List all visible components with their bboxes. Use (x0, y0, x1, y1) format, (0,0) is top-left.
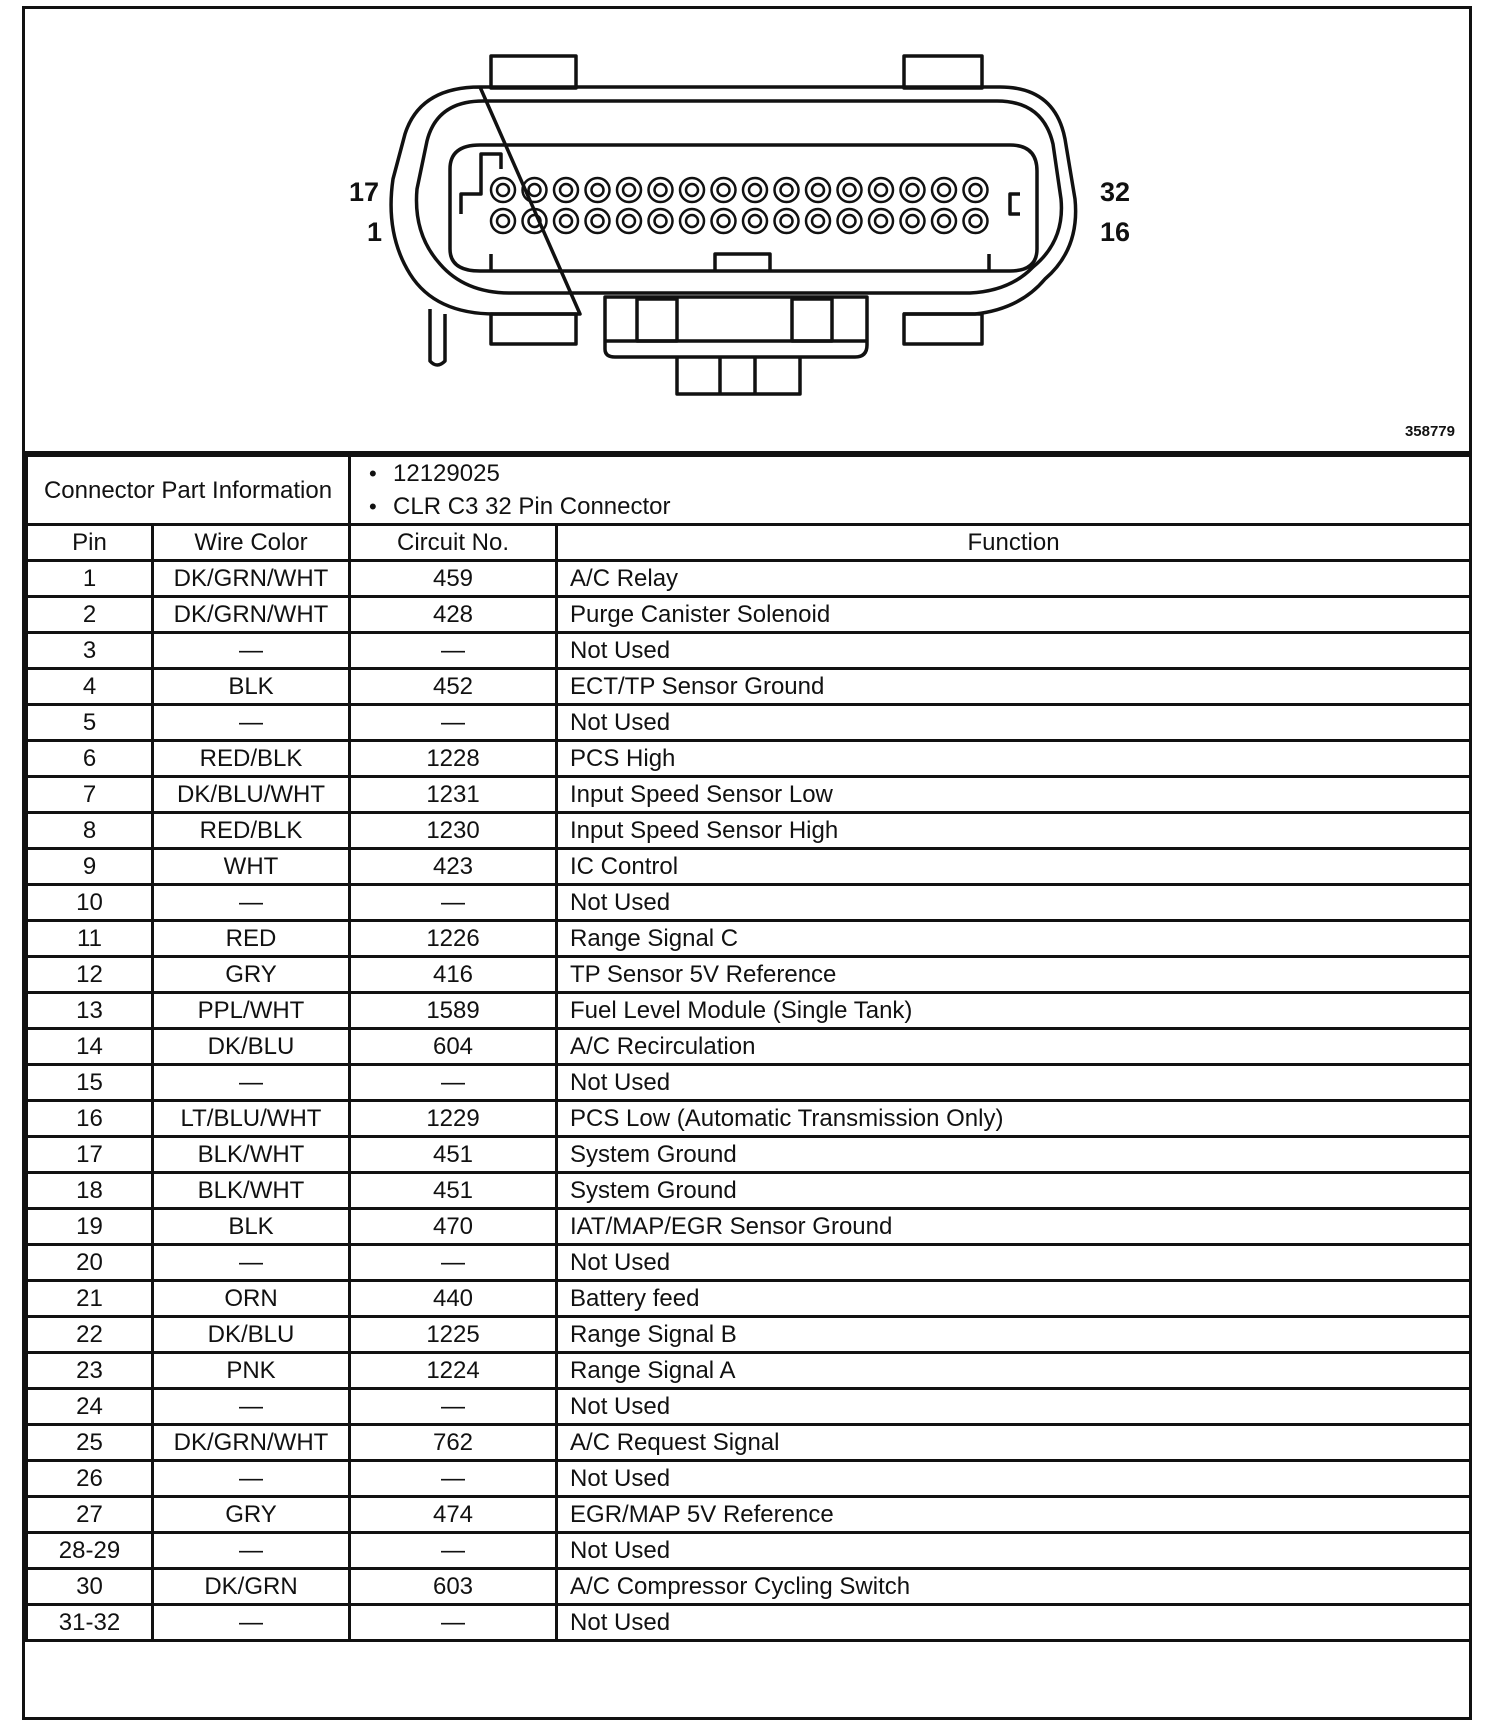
wire-color-cell: LT/BLU/WHT (153, 1101, 350, 1137)
pin-hole-inner (655, 184, 667, 196)
circuit-cell: — (350, 1245, 557, 1281)
table-row (27, 1137, 1471, 1173)
table-row (27, 1245, 1471, 1281)
pin-cell: 28-29 (27, 1533, 153, 1569)
pin-hole-inner (497, 184, 509, 196)
pin-cell: 14 (27, 1029, 153, 1065)
table-row (27, 1389, 1471, 1425)
function-cell: Not Used (557, 1245, 1471, 1281)
circuit-cell: — (350, 633, 557, 669)
pin-cell: 3 (27, 633, 153, 669)
pin-label-16: 16 (1100, 217, 1131, 247)
table-row (27, 849, 1471, 885)
bottom-tab-left (491, 314, 576, 344)
function-cell: Input Speed Sensor Low (557, 777, 1471, 813)
center-lock-slot-right (792, 299, 832, 341)
pin-holes (491, 178, 988, 233)
connector-description: • CLR C3 32 Pin Connector (393, 490, 1469, 523)
table-row (27, 1353, 1471, 1389)
function-cell: System Ground (557, 1137, 1471, 1173)
cavity-key-left (461, 154, 501, 214)
pin-cell: 11 (27, 921, 153, 957)
wire-color-cell: ORN (153, 1281, 350, 1317)
table-row (27, 1425, 1471, 1461)
circuit-cell: 451 (350, 1173, 557, 1209)
circuit-cell: 1589 (350, 993, 557, 1029)
pin-hole (932, 209, 956, 233)
function-cell: TP Sensor 5V Reference (557, 957, 1471, 993)
connector-info-values (350, 456, 1471, 525)
function-cell: PCS Low (Automatic Transmission Only) (557, 1101, 1471, 1137)
pin-hole (491, 209, 515, 233)
table-row (27, 1461, 1471, 1497)
pin-hole-inner (938, 184, 950, 196)
pin-cell: 22 (27, 1317, 153, 1353)
pin-hole (806, 209, 830, 233)
circuit-cell: 423 (350, 849, 557, 885)
wire-color-cell: — (153, 1605, 350, 1641)
wire-color-cell: DK/GRN/WHT (153, 561, 350, 597)
pin-cell: 26 (27, 1461, 153, 1497)
circuit-cell: 603 (350, 1569, 557, 1605)
function-cell: IAT/MAP/EGR Sensor Ground (557, 1209, 1471, 1245)
function-cell: Not Used (557, 1605, 1471, 1641)
pin-hole (901, 178, 925, 202)
circuit-cell: 604 (350, 1029, 557, 1065)
pin-cell: 18 (27, 1173, 153, 1209)
function-cell: Fuel Level Module (Single Tank) (557, 993, 1471, 1029)
header-wire-color: Wire Color (153, 525, 350, 561)
table-row (27, 885, 1471, 921)
table-header-row (27, 525, 1471, 561)
pin-cell: 10 (27, 885, 153, 921)
function-cell: Battery feed (557, 1281, 1471, 1317)
function-cell: System Ground (557, 1173, 1471, 1209)
pin-hole (554, 209, 578, 233)
pin-hole (838, 209, 862, 233)
pin-hole (491, 178, 515, 202)
circuit-cell: — (350, 705, 557, 741)
table-row (27, 993, 1471, 1029)
pin-hole-inner (781, 215, 793, 227)
pin-cell: 7 (27, 777, 153, 813)
top-latch-tab-right (904, 56, 982, 88)
table-row (27, 1605, 1471, 1641)
pin-hole (649, 178, 673, 202)
pin-cell: 27 (27, 1497, 153, 1533)
function-cell: EGR/MAP 5V Reference (557, 1497, 1471, 1533)
circuit-cell: 459 (350, 561, 557, 597)
circuit-cell: 1226 (350, 921, 557, 957)
function-cell: Not Used (557, 705, 1471, 741)
top-latch-tab-left (491, 56, 576, 88)
pin-hole-inner (875, 215, 887, 227)
pin-cell: 17 (27, 1137, 153, 1173)
table-row (27, 1533, 1471, 1569)
wire-color-cell: — (153, 1065, 350, 1101)
pin-hole (680, 209, 704, 233)
part-number: • 12129025 (393, 457, 1469, 490)
circuit-cell: 416 (350, 957, 557, 993)
function-cell: Range Signal C (557, 921, 1471, 957)
circuit-cell: 1229 (350, 1101, 557, 1137)
table-row (27, 957, 1471, 993)
wire-color-cell: BLK/WHT (153, 1137, 350, 1173)
pin-hole-inner (907, 184, 919, 196)
circuit-cell: 452 (350, 669, 557, 705)
pin-hole (680, 178, 704, 202)
circuit-cell: — (350, 1389, 557, 1425)
table-row (27, 1101, 1471, 1137)
wire-color-cell: — (153, 1461, 350, 1497)
pin-label-32: 32 (1100, 177, 1131, 207)
circuit-cell: — (350, 1461, 557, 1497)
circuit-cell: 1228 (350, 741, 557, 777)
pin-label-1: 1 (367, 217, 383, 247)
pin-hole (838, 178, 862, 202)
pin-cell: 21 (27, 1281, 153, 1317)
center-lock-slot-left (637, 299, 677, 341)
function-cell: Not Used (557, 1065, 1471, 1101)
table-row (27, 597, 1471, 633)
pin-hole-inner (592, 215, 604, 227)
function-cell: IC Control (557, 849, 1471, 885)
pin-hole-inner (907, 215, 919, 227)
connector-info-row (27, 456, 1471, 525)
pin-hole (712, 178, 736, 202)
pin-hole-inner (718, 215, 730, 227)
pin-hole-inner (781, 184, 793, 196)
header-circuit-no: Circuit No. (350, 525, 557, 561)
pin-hole-inner (686, 215, 698, 227)
pin-hole (869, 178, 893, 202)
pin-hole-inner (844, 184, 856, 196)
pin-hole (617, 209, 641, 233)
function-cell: ECT/TP Sensor Ground (557, 669, 1471, 705)
pin-cell: 13 (27, 993, 153, 1029)
pin-cell: 25 (27, 1425, 153, 1461)
wire-color-cell: PNK (153, 1353, 350, 1389)
wire-color-cell: — (153, 705, 350, 741)
wire-color-cell: — (153, 1389, 350, 1425)
pin-cell: 2 (27, 597, 153, 633)
wire-color-cell: BLK/WHT (153, 1173, 350, 1209)
function-cell: Not Used (557, 1533, 1471, 1569)
pin-hole (901, 209, 925, 233)
wire-color-cell: DK/GRN (153, 1569, 350, 1605)
pin-label-17: 17 (349, 177, 380, 207)
center-lock-latch (677, 357, 800, 394)
pin-hole-inner (970, 184, 982, 196)
cavity-keys-bottom (491, 254, 989, 271)
pin-hole-inner (592, 184, 604, 196)
table-row (27, 1317, 1471, 1353)
connector-pinout-table (25, 454, 1472, 1642)
pin-cell: 6 (27, 741, 153, 777)
pin-hole-inner (875, 184, 887, 196)
circuit-cell: 428 (350, 597, 557, 633)
wire-color-cell: RED/BLK (153, 741, 350, 777)
circuit-cell: 762 (350, 1425, 557, 1461)
pin-hole-inner (560, 215, 572, 227)
pin-hole (712, 209, 736, 233)
pin-hole-inner (623, 215, 635, 227)
pin-hole (586, 178, 610, 202)
pin-hole (806, 178, 830, 202)
bottom-tab-right (904, 314, 982, 344)
pin-cell: 19 (27, 1209, 153, 1245)
wire-color-cell: DK/BLU (153, 1029, 350, 1065)
table-row (27, 921, 1471, 957)
pin-hole-inner (812, 215, 824, 227)
bottom-post-left (430, 309, 445, 365)
connector-diagram-area (25, 9, 1469, 454)
pin-hole-inner (623, 184, 635, 196)
pin-hole (964, 209, 988, 233)
wire-color-cell: WHT (153, 849, 350, 885)
pin-cell: 9 (27, 849, 153, 885)
table-row (27, 1497, 1471, 1533)
function-cell: Not Used (557, 633, 1471, 669)
pin-cell: 20 (27, 1245, 153, 1281)
pin-cell: 30 (27, 1569, 153, 1605)
table-row (27, 561, 1471, 597)
pin-cell: 1 (27, 561, 153, 597)
wire-color-cell: PPL/WHT (153, 993, 350, 1029)
pin-hole (932, 178, 956, 202)
circuit-cell: — (350, 1065, 557, 1101)
connector-info-label: Connector Part Information (27, 456, 350, 525)
pin-hole-inner (686, 184, 698, 196)
circuit-cell: — (350, 885, 557, 921)
pin-hole (586, 209, 610, 233)
connector-face-drawing (25, 9, 1469, 451)
pin-hole-inner (749, 184, 761, 196)
wire-color-cell: BLK (153, 669, 350, 705)
table-row (27, 1281, 1471, 1317)
circuit-cell: 451 (350, 1137, 557, 1173)
pin-hole-inner (560, 184, 572, 196)
function-cell: Range Signal B (557, 1317, 1471, 1353)
connector-sheet (22, 6, 1472, 1720)
circuit-cell: 1224 (350, 1353, 557, 1389)
circuit-cell: — (350, 1605, 557, 1641)
circuit-cell: 1231 (350, 777, 557, 813)
table-row (27, 1065, 1471, 1101)
pin-hole (775, 178, 799, 202)
pin-hole (649, 209, 673, 233)
wire-color-cell: — (153, 885, 350, 921)
pin-hole (775, 209, 799, 233)
wire-color-cell: DK/GRN/WHT (153, 597, 350, 633)
wire-color-cell: DK/BLU/WHT (153, 777, 350, 813)
center-lock-body (605, 297, 867, 357)
table-row (27, 633, 1471, 669)
table-row (27, 1569, 1471, 1605)
wire-color-cell: — (153, 633, 350, 669)
table-row (27, 1173, 1471, 1209)
pin-hole (964, 178, 988, 202)
function-cell: PCS High (557, 741, 1471, 777)
table-row (27, 741, 1471, 777)
wire-color-cell: DK/BLU (153, 1317, 350, 1353)
table-row (27, 1029, 1471, 1065)
pin-hole (743, 178, 767, 202)
table-row (27, 705, 1471, 741)
circuit-cell: 1225 (350, 1317, 557, 1353)
function-cell: A/C Recirculation (557, 1029, 1471, 1065)
function-cell: Not Used (557, 1389, 1471, 1425)
function-cell: Range Signal A (557, 1353, 1471, 1389)
pin-hole (617, 178, 641, 202)
pin-cell: 24 (27, 1389, 153, 1425)
pin-hole (554, 178, 578, 202)
function-cell: Input Speed Sensor High (557, 813, 1471, 849)
wire-color-cell: — (153, 1245, 350, 1281)
function-cell: A/C Request Signal (557, 1425, 1471, 1461)
pin-hole-inner (970, 215, 982, 227)
pin-hole-inner (718, 184, 730, 196)
header-pin: Pin (27, 525, 153, 561)
wire-color-cell: — (153, 1533, 350, 1569)
circuit-cell: 474 (350, 1497, 557, 1533)
table-row (27, 813, 1471, 849)
wire-color-cell: BLK (153, 1209, 350, 1245)
table-row (27, 777, 1471, 813)
pin-hole-inner (655, 215, 667, 227)
cavity-key-right (1010, 194, 1020, 214)
table-row (27, 669, 1471, 705)
function-cell: A/C Compressor Cycling Switch (557, 1569, 1471, 1605)
pin-cell: 23 (27, 1353, 153, 1389)
pin-cell: 12 (27, 957, 153, 993)
header-function: Function (557, 525, 1471, 561)
table-row (27, 1209, 1471, 1245)
pin-cell: 31-32 (27, 1605, 153, 1641)
pin-hole-inner (749, 215, 761, 227)
wire-color-cell: DK/GRN/WHT (153, 1425, 350, 1461)
pin-hole-inner (812, 184, 824, 196)
circuit-cell: 440 (350, 1281, 557, 1317)
pin-hole (743, 209, 767, 233)
figure-number: 358779 (1404, 423, 1455, 440)
pin-cell: 4 (27, 669, 153, 705)
pin-hole-inner (497, 215, 509, 227)
function-cell: Not Used (557, 1461, 1471, 1497)
pin-cavity (450, 145, 1037, 271)
pin-cell: 8 (27, 813, 153, 849)
pin-hole-inner (844, 215, 856, 227)
wire-color-cell: RED (153, 921, 350, 957)
circuit-cell: 470 (350, 1209, 557, 1245)
wire-color-cell: GRY (153, 957, 350, 993)
function-cell: Purge Canister Solenoid (557, 597, 1471, 633)
circuit-cell: 1230 (350, 813, 557, 849)
pin-cell: 5 (27, 705, 153, 741)
pin-hole-inner (938, 215, 950, 227)
function-cell: A/C Relay (557, 561, 1471, 597)
pin-cell: 16 (27, 1101, 153, 1137)
pin-cell: 15 (27, 1065, 153, 1101)
pin-hole (869, 209, 893, 233)
wire-color-cell: RED/BLK (153, 813, 350, 849)
pin-hole-inner (529, 184, 541, 196)
wire-color-cell: GRY (153, 1497, 350, 1533)
function-cell: Not Used (557, 885, 1471, 921)
circuit-cell: — (350, 1533, 557, 1569)
